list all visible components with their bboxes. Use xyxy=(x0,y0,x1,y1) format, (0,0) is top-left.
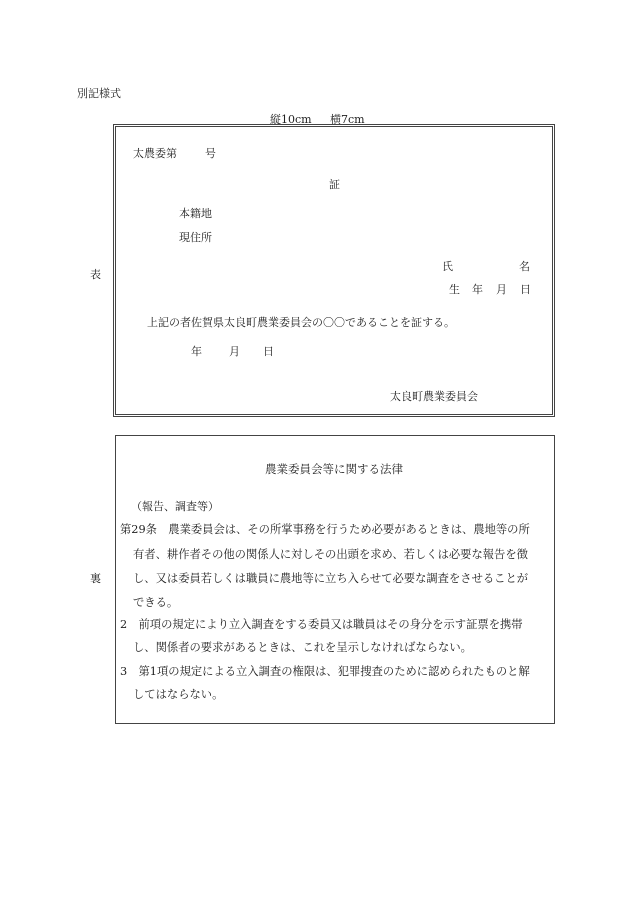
birth-year-label: 年 xyxy=(472,283,483,296)
birth-month-label: 月 xyxy=(496,283,507,296)
registered-domicile-label: 本籍地 xyxy=(179,207,212,220)
certificate-title: 証 xyxy=(329,178,340,191)
certificate-number-suffix: 号 xyxy=(205,147,216,160)
date-year-label: 年 xyxy=(191,345,202,358)
birth-day-label: 日 xyxy=(520,283,531,296)
article-line: 第29条 農業委員会は、その所掌事務を行うため必要があるときは、農地等の所 xyxy=(120,523,530,536)
paragraph3-line: してはならない。 xyxy=(133,688,224,701)
current-address-label: 現住所 xyxy=(179,231,212,244)
name-label-2: 名 xyxy=(519,260,530,273)
law-title: 農業委員会等に関する法律 xyxy=(265,462,403,476)
size-height: 縦10cm xyxy=(270,113,312,126)
certificate-front xyxy=(115,126,553,415)
paragraph2-line: 2 前項の規定により立入調査をする委員又は職員はその身分を示す証票を携帯 xyxy=(120,618,523,631)
issuer-name: 太良町農業委員会 xyxy=(390,390,478,403)
name-label-1: 氏 xyxy=(442,260,453,273)
front-side-label: 表 xyxy=(90,268,101,281)
date-month-label: 月 xyxy=(229,345,240,358)
form-label: 別記様式 xyxy=(77,87,121,100)
certificate-number-prefix: 太農委第 xyxy=(133,147,177,160)
back-side-label: 裏 xyxy=(90,572,101,585)
article-line: できる。 xyxy=(133,596,179,609)
size-width: 横7cm xyxy=(330,113,365,126)
paragraph2-line: し、関係者の要求があるときは、これを呈示しなければならない。 xyxy=(133,641,472,654)
section-heading: （報告、調査等） xyxy=(131,500,219,513)
certification-text: 上記の者佐賀県太良町農業委員会の〇〇であることを証する。 xyxy=(147,316,455,329)
article-line: 有者、耕作者その他の関係人に対しその出頭を求め、若しくは必要な報告を徴 xyxy=(133,548,528,561)
birth-label: 生 xyxy=(449,283,460,296)
article-line: し、又は委員若しくは職員に農地等に立ち入らせて必要な調査をさせることが xyxy=(133,572,529,585)
date-day-label: 日 xyxy=(263,345,274,358)
paragraph3-line: 3 第1項の規定による立入調査の権限は、犯罪捜査のために認められたものと解 xyxy=(120,665,530,678)
